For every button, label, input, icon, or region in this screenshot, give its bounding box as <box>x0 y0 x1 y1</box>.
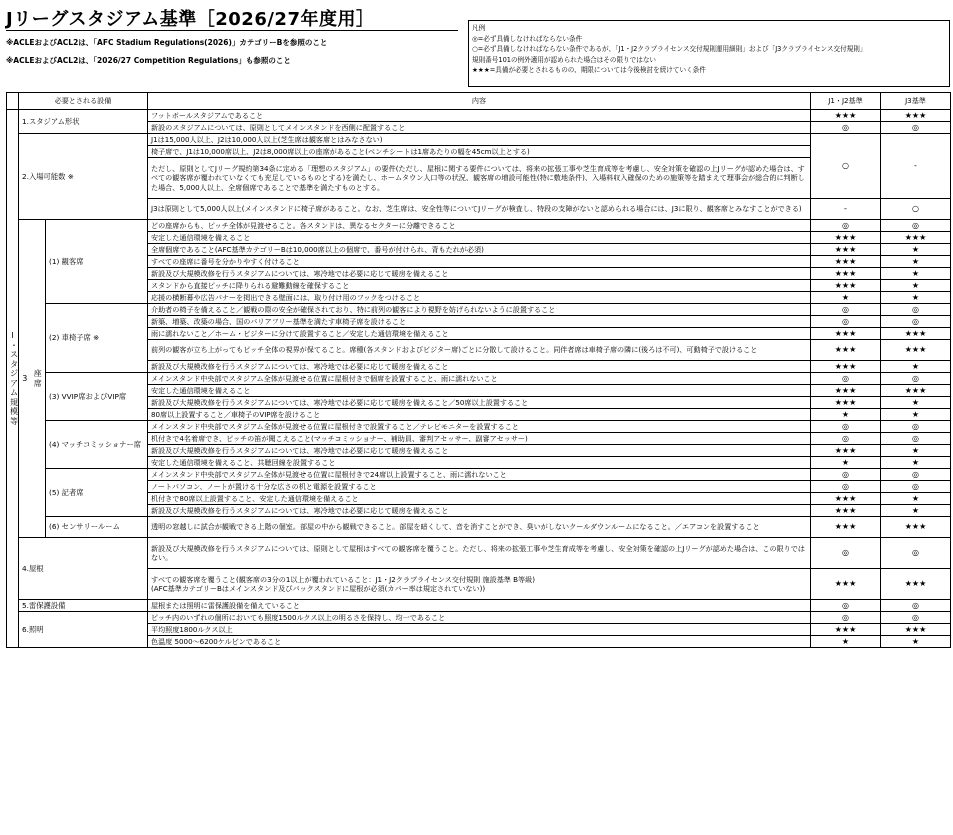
stadium-standards-table <box>6 92 951 648</box>
j1j2-mark: ★★★ <box>811 517 881 538</box>
j3-mark: ★ <box>881 256 951 268</box>
legend-item: ◎=必ず具備しなければならない条件 <box>472 34 583 43</box>
j1j2-mark: ★★★ <box>811 280 881 292</box>
acl-note-2: ※ACLEおよびACL2は、「2026/27 Competition Regulations」も参照のこと <box>6 56 291 65</box>
row-content: 新設及び大規模改修を行うスタジアムについては、寒冷地では必要に応じて暖房を備えること <box>148 268 811 280</box>
row-content: J3は原則として5,000人以上(メインスタンドに椅子席があること。なお、芝生席は、安全性等についてJリーグが検査し、特段の支障がないと認められる場合には、J3に限り、観客席とみなすことができる) <box>148 199 811 220</box>
table-row <box>7 624 951 636</box>
row-content: 新設及び大規模改修を行うスタジアムについては、寒冷地では必要に応じて暖房を備えること／50席以上設置すること <box>148 397 811 409</box>
row-content: メインスタンド中央部でスタジアム全体が見渡せる位置に屋根付きで24席以上設置すること、雨に濡れないこと <box>148 469 811 481</box>
j1j2-mark: ★★★ <box>811 493 881 505</box>
page-bottom-cutoff <box>0 828 953 835</box>
j1j2-mark: ★★★ <box>811 244 881 256</box>
row-content: 前列の観客が立ち上がってもピッチ全体の視界が保てること。席種(各スタンドおよびビジター席)ごとに分散して設けること。同伴者席は車椅子席の隣に(後ろは不可)、可動椅子で設けること <box>148 340 811 361</box>
row-content: 屋根または照明に雷保護設備を備えていること <box>148 600 811 612</box>
table-row <box>7 292 951 304</box>
j1j2-mark: ★★★ <box>811 361 881 373</box>
j3-mark: ◎ <box>881 538 951 569</box>
row-content: フットボールスタジアムであること <box>148 110 811 122</box>
table-row <box>7 361 951 373</box>
j1j2-mark: ◎ <box>811 469 881 481</box>
j1j2-mark: ★★★ <box>811 385 881 397</box>
row-content: 新設及び大規模改修を行うスタジアムについては、原則として屋根はすべての観客席を覆うこと。ただし、将来の拡張工事や芝生育成等を考慮し、安全対策を確認の上Jリーグが認めた場合は、この限りではない。 <box>148 538 811 569</box>
row-content: すべての座席に番号を分かりやすく付けること <box>148 256 811 268</box>
table-row <box>7 421 951 433</box>
table-row <box>7 158 951 199</box>
j1j2-mark: ★★★ <box>811 397 881 409</box>
j1j2-mark: ★ <box>811 636 881 648</box>
sub-sensory-room: (6) センサリールーム <box>46 517 148 538</box>
table-row <box>7 636 951 648</box>
legend-item: 規則番号101の例外適用が認められた場合はその限りではない <box>472 55 657 64</box>
category-lighting: 6.照明 <box>19 612 148 648</box>
header-facility: 必要とされる設備 <box>19 93 148 110</box>
table-row <box>7 110 951 122</box>
row-content: 机付きで4名着席でき、ピッチの笛が聞こえること(マッチコミッショナー、補助員、審判アセッサー、副審アセッサー) <box>148 433 811 445</box>
j3-mark: ★★★ <box>881 385 951 397</box>
table-row <box>7 538 951 569</box>
row-content: 安定した通信環境を備えること <box>148 385 811 397</box>
j3-mark: ★★★ <box>881 340 951 361</box>
j1j2-mark: ◎ <box>811 122 881 134</box>
header-j3: J3基準 <box>881 93 951 110</box>
title-underline <box>6 30 458 31</box>
j3-mark: ◎ <box>881 304 951 316</box>
sub-press-seats: (5) 記者席 <box>46 469 148 517</box>
j3-mark: ★★★ <box>881 624 951 636</box>
j3-mark: ★★★ <box>881 232 951 244</box>
section-label: Ⅰ ・ ス タ ジ ア ム 規 模 等 <box>7 110 19 648</box>
table-row <box>7 493 951 505</box>
j1j2-mark: ★★★ <box>811 110 881 122</box>
j1j2-mark: ★★★ <box>811 340 881 361</box>
j3-mark: ★ <box>881 505 951 517</box>
row-content: 椅子席で、J1は10,000席以上、J2は8,000席以上の座席があること(ベンチシートは1席あたりの幅を45cm以上とする) <box>148 146 811 158</box>
sub-match-commissioner-seats: (4) マッチコミッショナー席 <box>46 421 148 469</box>
table-row <box>7 328 951 340</box>
j1j2-mark: ○ <box>811 134 881 199</box>
j3-mark: ★ <box>881 292 951 304</box>
j1j2-mark: ◎ <box>811 421 881 433</box>
j3-mark: - <box>881 134 951 199</box>
sub-vvip-seats: (3) VVIP席およびVIP席 <box>46 373 148 421</box>
j3-mark: ◎ <box>881 220 951 232</box>
j3-mark: ★ <box>881 457 951 469</box>
table-row <box>7 304 951 316</box>
row-content: ピッチ内のいずれの個所においても照度1500ルクス以上の明るさを保持し、均一であること <box>148 612 811 624</box>
table-row <box>7 481 951 493</box>
row-content: 雨に濡れないこと／ホーム・ビジターに分けて設置すること／安定した通信環境を備えること <box>148 328 811 340</box>
j3-mark: ★ <box>881 409 951 421</box>
table-row <box>7 146 951 158</box>
j3-mark: ★ <box>881 268 951 280</box>
table-row <box>7 517 951 538</box>
page-title: Jリーグスタジアム基準［2026/27年度用］ <box>6 9 375 30</box>
j3-mark: ★ <box>881 445 951 457</box>
sub-spectator-seats: (1) 観客席 <box>46 220 148 304</box>
header-row <box>7 93 951 110</box>
table-row <box>7 232 951 244</box>
j3-mark: ◎ <box>881 373 951 385</box>
j1j2-mark: ★★★ <box>811 256 881 268</box>
j3-mark: ★★★ <box>881 569 951 600</box>
j3-mark: ◎ <box>881 469 951 481</box>
legend-box <box>468 20 950 87</box>
row-content: ただし、原則としてJリーグ規約第34条に定める「理想のスタジアム」の要件(ただし、屋根に関する要件については、将来の拡張工事や芝生育成等を考慮し、安全対策を確認の上Jリーグが認めた場合は、すべての観客席が覆われていなくても充足しているものとする)を満たし、ホームタウン人口等の状況、観客席の増設可能性(特に敷地条件)、入場料収入確保のための施策等を踏まえて理事会が総合的に判断した場合、5,000人以上、全席個席であることで基準を満たすものとする。 <box>148 158 811 199</box>
j1j2-mark: ◎ <box>811 220 881 232</box>
j1j2-mark: ◎ <box>811 433 881 445</box>
j1j2-mark: ★★★ <box>811 445 881 457</box>
table-row <box>7 373 951 385</box>
j3-mark: ★★★ <box>881 328 951 340</box>
table-row <box>7 268 951 280</box>
row-content: メインスタンド中央部でスタジアム全体が見渡せる位置に屋根付きで個席を設置すること、雨に濡れないこと <box>148 373 811 385</box>
table-row <box>7 457 951 469</box>
table-row <box>7 612 951 624</box>
row-content: 机付きで80席以上設置すること、安定した通信環境を備えること <box>148 493 811 505</box>
category-lightning-protection: 5.雷保護設備 <box>19 600 148 612</box>
legend-item: ★★★=具備が必要とされるものの、期限については今後検討を続けていく条件 <box>472 66 706 75</box>
row-content: 新設のスタジアムについては、原則としてメインスタンドを西側に配置すること <box>148 122 811 134</box>
row-content: 新築、増築、改築の場合、国のバリアフリー基準を満たす車椅子席を設けること <box>148 316 811 328</box>
j3-mark: ★★★ <box>881 517 951 538</box>
row-content: 安定した通信環境を備えること <box>148 232 811 244</box>
j3-mark: ◎ <box>881 421 951 433</box>
j3-mark: ◎ <box>881 612 951 624</box>
row-content: 全席個席であること(AFC基準カテゴリーBは10,000席以上の個席で、番号が付けられ、背もたれが必須) <box>148 244 811 256</box>
j3-mark: ◎ <box>881 316 951 328</box>
table-row <box>7 244 951 256</box>
row-content: 安定した通信環境を備えること、共聴回線を設置すること <box>148 457 811 469</box>
j1j2-mark: ◎ <box>811 316 881 328</box>
j3-mark: ★ <box>881 397 951 409</box>
j1j2-mark: ★★★ <box>811 624 881 636</box>
j1j2-mark: ★★★ <box>811 328 881 340</box>
row-content: 透明の窓越しに試合が観戦できる上階の個室。部屋の中から観戦できること。部屋を暗くして、音を消すことができ、臭いがしないクールダウンルームになること。／エアコンを設置すること <box>148 517 811 538</box>
j3-mark: ★ <box>881 280 951 292</box>
row-content: 応援の横断幕や広告バナーを掲出できる壁面には、取り付け用のフックをつけること <box>148 292 811 304</box>
table-row <box>7 316 951 328</box>
j1j2-mark: ◎ <box>811 538 881 569</box>
table-row <box>7 505 951 517</box>
j3-mark: ◎ <box>881 122 951 134</box>
j3-mark: ◎ <box>881 433 951 445</box>
row-content: 新設及び大規模改修を行うスタジアムについては、寒冷地では必要に応じて暖房を備えること <box>148 445 811 457</box>
j3-mark: ★ <box>881 361 951 373</box>
j3-mark: ★ <box>881 244 951 256</box>
legend-item: ○=必ず具備しなければならない条件であるが、「J1・J2クラブライセンス交付規則運用細則」および「J3クラブライセンス交付規則」 <box>472 45 867 54</box>
table-row <box>7 340 951 361</box>
table-row <box>7 397 951 409</box>
table-row <box>7 445 951 457</box>
table-row <box>7 469 951 481</box>
table-row <box>7 409 951 421</box>
header-content: 内容 <box>148 93 811 110</box>
table-row <box>7 600 951 612</box>
sub-wheelchair-seats: (2) 車椅子席 ※ <box>46 304 148 373</box>
category-capacity: 2.入場可能数 ※ <box>19 134 148 220</box>
header-j1j2: J1・J2基準 <box>811 93 881 110</box>
category-roof: 4.屋根 <box>19 538 148 600</box>
table-row <box>7 134 951 146</box>
row-content: メインスタンド中央部でスタジアム全体が見渡せる位置に屋根付きで設置すること／テレビモニターを設置すること <box>148 421 811 433</box>
j1j2-mark: ◎ <box>811 612 881 624</box>
j1j2-mark: ★★★ <box>811 569 881 600</box>
j3-mark: ◎ <box>881 600 951 612</box>
j1j2-mark: ★ <box>811 457 881 469</box>
j1j2-mark: - <box>811 199 881 220</box>
category-seats-label: 座 席 <box>31 220 46 538</box>
category-stadium-shape: 1.スタジアム形状 <box>19 110 148 134</box>
row-content: すべての観客席を覆うこと(観客席の3分の1以上が覆われていること：J1・J2クラブライセンス交付規則 施設基準 B等級) (AFC基準カテゴリーBはメインスタンド及びバックスタンドに屋根が必須(カバー率は規定されていない)) <box>148 569 811 600</box>
legend-heading: 凡例 <box>472 24 486 32</box>
row-content: 介助者の椅子を備えること／観戦の際の安全が確保されており、特に前列の観客により視野を妨げられないように設置すること <box>148 304 811 316</box>
table-row <box>7 122 951 134</box>
row-content: 平均照度1800ルクス以上 <box>148 624 811 636</box>
row-content: 80席以上設置すること／車椅子のVIP席を設けること <box>148 409 811 421</box>
j1j2-mark: ★★★ <box>811 232 881 244</box>
table-row <box>7 280 951 292</box>
row-content: どの座席からも、ピッチ全体が見渡せること。各スタンドは、異なるセクターに分離できること <box>148 220 811 232</box>
j3-mark: ○ <box>881 199 951 220</box>
j1j2-mark: ◎ <box>811 481 881 493</box>
category-seats-number: 3 <box>19 220 31 538</box>
j3-mark: ★ <box>881 636 951 648</box>
j1j2-mark: ★★★ <box>811 505 881 517</box>
j1j2-mark: ◎ <box>811 304 881 316</box>
j1j2-mark: ★ <box>811 409 881 421</box>
j1j2-mark: ★ <box>811 292 881 304</box>
table-row <box>7 199 951 220</box>
table-row <box>7 220 951 232</box>
row-content: ノートパソコン、ノートが置ける十分な広さの机と電源を設置すること <box>148 481 811 493</box>
table-row <box>7 385 951 397</box>
table-row <box>7 433 951 445</box>
table-row <box>7 256 951 268</box>
table-row <box>7 569 951 600</box>
row-content: 色温度 5000～6200ケルビンであること <box>148 636 811 648</box>
row-content: 新設及び大規模改修を行うスタジアムについては、寒冷地では必要に応じて暖房を備えること <box>148 505 811 517</box>
row-content: J1は15,000人以上、J2は10,000人以上(芝生席は観客席とはみなさない) <box>148 134 811 146</box>
j1j2-mark: ◎ <box>811 600 881 612</box>
j1j2-mark: ★★★ <box>811 268 881 280</box>
header-blank <box>7 93 19 110</box>
j3-mark: ◎ <box>881 481 951 493</box>
j3-mark: ★ <box>881 493 951 505</box>
row-content: 新設及び大規模改修を行うスタジアムについては、寒冷地では必要に応じて暖房を備えること <box>148 361 811 373</box>
j3-mark: ★★★ <box>881 110 951 122</box>
j1j2-mark: ◎ <box>811 373 881 385</box>
acl-note-1: ※ACLEおよびACL2は、「AFC Stadium Regulations(2026)」カテゴリーBを参照のこと <box>6 38 328 47</box>
row-content: スタンドから直接ピッチに降りられる避難動線を確保すること <box>148 280 811 292</box>
